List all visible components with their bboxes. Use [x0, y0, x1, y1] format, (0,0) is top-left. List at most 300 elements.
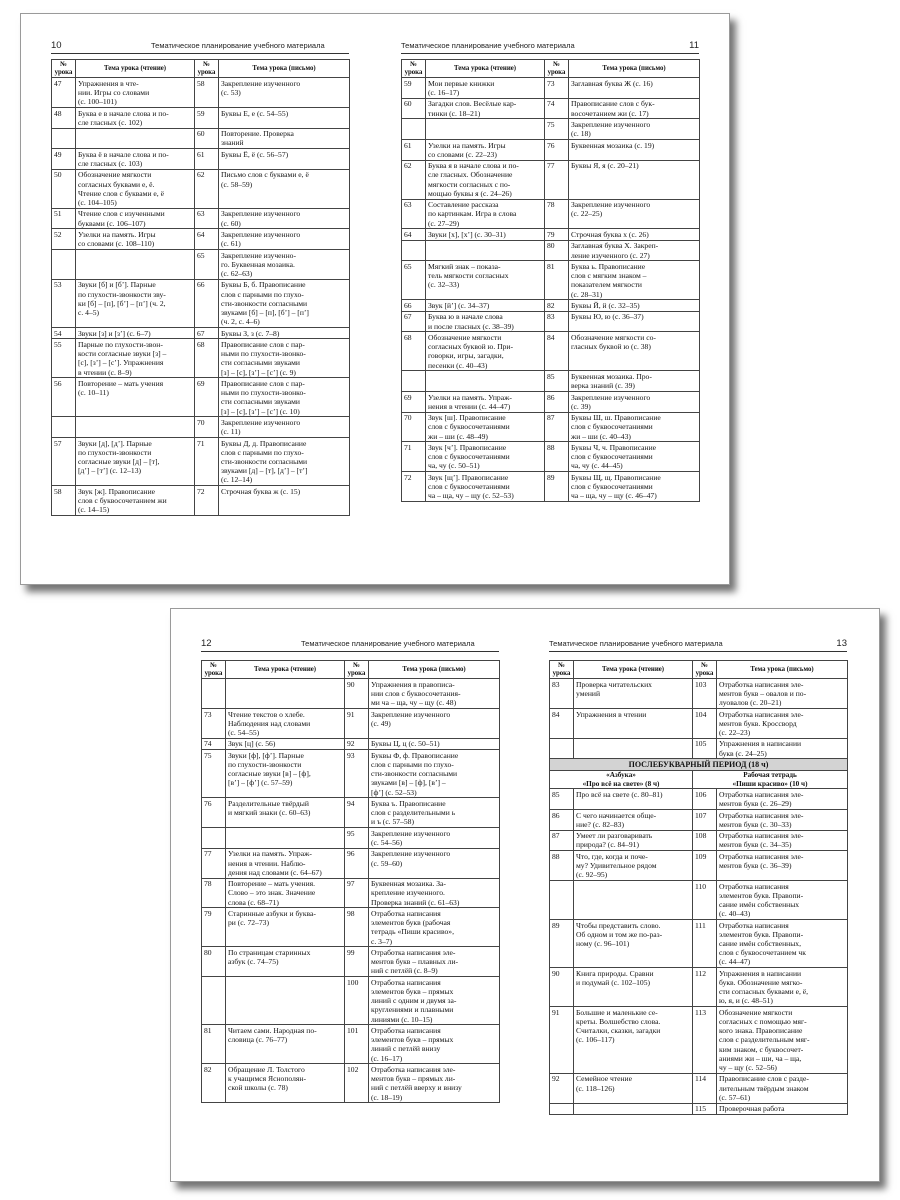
table-row: [52, 169, 350, 208]
page-number: 13: [836, 638, 847, 649]
reading-lesson-topic: Звук [ш]. Правописание слов с буквосочетаниями жи – ши (с. 48–49): [426, 412, 545, 442]
writing-lesson-number: 60: [195, 128, 219, 149]
col-header-writing: Тема урока (письмо): [369, 661, 500, 679]
writing-lesson-topic: Отработка написания элементов букв. Правопи- сание имён собственных, слов с буквосочетанием чк (с. 44–47): [717, 919, 848, 967]
writing-lesson-topic: Буквы Ё, ё (с. 56–57): [219, 149, 350, 170]
writing-lesson-number: 112: [693, 968, 717, 1007]
reading-lesson-topic: Буква ё в начале слова и по- сле гласных (с. 103): [76, 149, 195, 170]
reading-lesson-number: 66: [402, 300, 426, 311]
reading-lesson-number: 89: [550, 919, 574, 967]
reading-lesson-topic: Загадки слов. Весёлые кар- тинки (с. 18–21): [426, 98, 545, 119]
reading-lesson-number: 51: [52, 208, 76, 229]
writing-lesson-number: 114: [693, 1073, 717, 1103]
writing-lesson-topic: Отработка написания эле- ментов букв (с. 34–35): [717, 830, 848, 851]
writing-lesson-number: 113: [693, 1007, 717, 1074]
reading-lesson-number: 84: [550, 708, 574, 738]
table-row: [52, 327, 350, 338]
writing-lesson-topic: Правописание слов с пар- ными по глухости-звонко- сти согласными звуками [з] – [с], [з’] – [с’] (с. 9): [219, 339, 350, 378]
writing-lesson-topic: Закрепление изученного (с. 18): [569, 119, 700, 140]
table-row: [52, 417, 350, 438]
writing-lesson-number: 109: [693, 851, 717, 881]
writing-lesson-topic: Отработка написания элементов букв – прямых линий с петлёй внизу (с. 16–17): [369, 1025, 500, 1064]
reading-lesson-topic: Старинные азбуки и буква- ри (с. 72–73): [226, 908, 345, 947]
reading-lesson-number: 59: [402, 78, 426, 99]
writing-lesson-number: 102: [345, 1064, 369, 1103]
reading-lesson-number: [550, 1103, 574, 1114]
reading-lesson-number: [402, 371, 426, 392]
writing-lesson-topic: Отработка написания элементов букв. Правопи- сание имён собственных (с. 40–43): [717, 880, 848, 919]
reading-lesson-number: 73: [202, 708, 226, 738]
subsection-reading: «Азбука» «Про всё на свете» (8 ч): [550, 770, 693, 789]
reading-lesson-number: 90: [550, 968, 574, 1007]
reading-lesson-number: 92: [550, 1073, 574, 1103]
writing-lesson-topic: Буквы З, з (с. 7–8): [219, 327, 350, 338]
writing-lesson-number: 66: [195, 279, 219, 327]
page-header: [549, 639, 847, 650]
writing-lesson-number: 91: [345, 708, 369, 738]
table-row: [550, 809, 848, 830]
writing-lesson-number: 69: [195, 378, 219, 417]
reading-lesson-topic: Звук [ц] (с. 56): [226, 738, 345, 749]
reading-lesson-topic: Звук [ч’]. Правописание слов с буквосочетаниями ча, чу (с. 50–51): [426, 442, 545, 472]
reading-lesson-number: 71: [402, 442, 426, 472]
table-row: [202, 708, 500, 738]
reading-lesson-number: 78: [202, 878, 226, 908]
reading-lesson-number: 62: [402, 160, 426, 199]
subsection-heading-row: [550, 770, 848, 789]
header-rule: [401, 53, 699, 54]
reading-lesson-number: 70: [402, 412, 426, 442]
table-row: [550, 830, 848, 851]
table-row: [202, 738, 500, 749]
reading-lesson-topic: [226, 679, 345, 709]
writing-lesson-number: 98: [345, 908, 369, 947]
reading-lesson-number: 53: [52, 279, 76, 327]
writing-lesson-topic: Отработка написания эле- ментов букв – овалов и по- луовалов (с. 20–21): [717, 679, 848, 709]
writing-lesson-number: 94: [345, 798, 369, 828]
table-row: [202, 947, 500, 977]
writing-lesson-number: 82: [545, 300, 569, 311]
writing-lesson-topic: Проверочная работа: [717, 1103, 848, 1114]
col-header-number: № урока: [402, 60, 426, 78]
table-row: [402, 119, 700, 140]
writing-lesson-number: 93: [345, 750, 369, 798]
reading-lesson-topic: Мягкий знак – показа- тель мягкости согласных (с. 32–33): [426, 261, 545, 300]
reading-lesson-number: [550, 880, 574, 919]
reading-lesson-topic: Большие и маленькие се- креты. Волшебство слова. Считалки, сказки, загадки (с. 106–117): [574, 1007, 693, 1074]
table-row: [550, 708, 848, 738]
writing-lesson-topic: Закрепление изученного (с. 53): [219, 78, 350, 108]
col-header-reading: Тема урока (чтение): [426, 60, 545, 78]
writing-lesson-topic: Буквы Й, й (с. 32–35): [569, 300, 700, 311]
writing-lesson-number: 101: [345, 1025, 369, 1064]
table-row: [202, 908, 500, 947]
table-row: [402, 199, 700, 229]
reading-lesson-topic: Чтобы представить слово. Об одном и том же по-раз- ному (с. 96–101): [574, 919, 693, 967]
writing-lesson-number: 67: [195, 327, 219, 338]
writing-lesson-topic: Буквы Щ, щ. Правописание слов с буквосочетаниями ча – ща, чу – щу (с. 46–47): [569, 472, 700, 502]
writing-lesson-topic: Буквы Я, я (с. 20–21): [569, 160, 700, 199]
reading-lesson-topic: Звук [й’] (с. 34–37): [426, 300, 545, 311]
writing-lesson-topic: Отработка написания эле- ментов букв (с. 26–29): [717, 789, 848, 810]
writing-lesson-topic: Упражнения в правописа- нии слов с буквосочетания- ми ча – ща, чу – щу (с. 48): [369, 679, 500, 709]
writing-lesson-topic: Повторение. Проверка знаний: [219, 128, 350, 149]
col-header-number: № урока: [195, 60, 219, 78]
table-row: [550, 880, 848, 919]
writing-lesson-number: 97: [345, 878, 369, 908]
running-title: Тематическое планирование учебного материала: [549, 639, 723, 648]
table-row: [402, 332, 700, 371]
running-title: Тематическое планирование учебного материала: [151, 41, 325, 50]
reading-lesson-number: 82: [202, 1064, 226, 1103]
reading-lesson-topic: [426, 371, 545, 392]
col-header-number: № урока: [693, 661, 717, 679]
table-row: [202, 828, 500, 849]
writing-lesson-topic: Закрепление изученного (с. 49): [369, 708, 500, 738]
writing-lesson-topic: Буквы Ю, ю (с. 36–37): [569, 311, 700, 332]
reading-lesson-topic: Обращение Л. Толстого к учащимся Яснополян- ской школы (с. 78): [226, 1064, 345, 1103]
writing-lesson-number: 108: [693, 830, 717, 851]
table-row: [550, 1073, 848, 1103]
table-row: [52, 339, 350, 378]
writing-lesson-topic: Буквенная мозаика. Про- верка знаний (с. 39): [569, 371, 700, 392]
writing-lesson-number: 87: [545, 412, 569, 442]
reading-lesson-number: [202, 977, 226, 1025]
table-header-row: [550, 661, 848, 679]
table-row: [402, 371, 700, 392]
col-header-writing: Тема урока (письмо): [717, 661, 848, 679]
writing-lesson-number: 79: [545, 229, 569, 240]
table-row: [202, 878, 500, 908]
writing-lesson-topic: Закрепление изученного (с. 59–60): [369, 848, 500, 878]
reading-lesson-topic: Парные по глухости-звон- кости согласные звуки [з] – [с], [з’] – [с’]. Упражнения в чтении (с. 8–9): [76, 339, 195, 378]
page-number: 12: [201, 638, 212, 649]
writing-lesson-topic: Отработка написания эле- ментов букв – плавных ли- ний с петлёй (с. 8–9): [369, 947, 500, 977]
writing-lesson-topic: Письмо слов с буквами е, ё (с. 58–59): [219, 169, 350, 208]
writing-lesson-topic: Правописание слов с разде- лительным твёрдым знаком (с. 57–61): [717, 1073, 848, 1103]
table-row: [550, 738, 848, 759]
writing-lesson-number: 106: [693, 789, 717, 810]
table-row: [550, 851, 848, 881]
page-10: [51, 14, 395, 584]
page-number: 10: [51, 40, 62, 51]
reading-lesson-topic: Узелки на память. Игры со словами (с. 22–23): [426, 139, 545, 160]
writing-lesson-number: 105: [693, 738, 717, 759]
writing-lesson-number: 99: [345, 947, 369, 977]
spread-pages-10-11: [20, 13, 730, 585]
reading-lesson-topic: Мои первые книжки (с. 16–17): [426, 78, 545, 99]
reading-lesson-number: 47: [52, 78, 76, 108]
reading-lesson-topic: Звуки [з] и [з’] (с. 6–7): [76, 327, 195, 338]
table-row: [402, 300, 700, 311]
writing-lesson-number: 96: [345, 848, 369, 878]
reading-lesson-topic: Узелки на память. Упраж- нения в чтении (с. 44–47): [426, 391, 545, 412]
reading-lesson-topic: [574, 1103, 693, 1114]
writing-lesson-number: 58: [195, 78, 219, 108]
reading-lesson-topic: Составление рассказа по картинкам. Игра в слова (с. 27–29): [426, 199, 545, 229]
table-row: [52, 149, 350, 170]
writing-lesson-number: 64: [195, 229, 219, 250]
table-row: [402, 261, 700, 300]
reading-lesson-topic: Читаем сами. Народная по- словица (с. 76–77): [226, 1025, 345, 1064]
writing-lesson-number: 75: [545, 119, 569, 140]
writing-lesson-topic: Отработка написания эле- ментов букв – прямых ли- ний с петлёй вверху и внизу (с. 18–19): [369, 1064, 500, 1103]
reading-lesson-number: [402, 119, 426, 140]
reading-lesson-number: [202, 828, 226, 849]
spread-pages-12-13: [170, 608, 880, 1182]
section-heading: ПОСЛЕБУКВАРНЫЙ ПЕРИОД (18 ч): [550, 759, 848, 770]
writing-lesson-topic: Упражнения в написании букв (с. 24–25): [717, 738, 848, 759]
writing-lesson-topic: Буква ь. Правописание слов с мягким знаком – показателем мягкости (с. 28–31): [569, 261, 700, 300]
reading-lesson-number: 49: [52, 149, 76, 170]
col-header-reading: Тема урока (чтение): [226, 661, 345, 679]
table-header-row: [202, 661, 500, 679]
table-row: [402, 229, 700, 240]
running-title: Тематическое планирование учебного материала: [401, 41, 575, 50]
page-header: [201, 639, 501, 650]
reading-lesson-topic: Обозначение мягкости согласных буквой ю. При- говорки, игры, загадки, песенки (с. 40–43): [426, 332, 545, 371]
writing-lesson-topic: Буквы Д, д. Правописание слов с парными по глухо- сти-звонкости согласными звуками [д] – [т], [д’] – [т’] (с. 12–14): [219, 437, 350, 485]
table-row: [402, 98, 700, 119]
page-header: [401, 41, 699, 52]
writing-lesson-number: 62: [195, 169, 219, 208]
table-row: [550, 1007, 848, 1074]
reading-lesson-topic: Узелки на память. Упраж- нения в чтении. Наблю- дения над словами (с. 64–67): [226, 848, 345, 878]
reading-lesson-topic: Повторение – мать учения. Слово – это знак. Значение слова (с. 68–71): [226, 878, 345, 908]
writing-lesson-number: 76: [545, 139, 569, 160]
col-header-number: № урока: [202, 661, 226, 679]
reading-lesson-number: 72: [402, 472, 426, 502]
col-header-reading: Тема урока (чтение): [574, 661, 693, 679]
writing-lesson-number: 111: [693, 919, 717, 967]
reading-lesson-number: 65: [402, 261, 426, 300]
col-header-number: № урока: [345, 661, 369, 679]
table-row: [550, 968, 848, 1007]
writing-lesson-topic: Закрепление изученного (с. 61): [219, 229, 350, 250]
table-row: [550, 919, 848, 967]
writing-lesson-topic: Отработка написания эле- ментов букв (с. 36–39): [717, 851, 848, 881]
writing-lesson-number: 73: [545, 78, 569, 99]
writing-lesson-number: 72: [195, 486, 219, 516]
reading-lesson-topic: Буква я в начале слова и по- сле гласных. Обозначение мягкости согласных с по- мощью буквы я (с. 24–26): [426, 160, 545, 199]
writing-lesson-topic: Обозначение мягкости со- гласных буквой ю (с. 38): [569, 332, 700, 371]
reading-lesson-topic: Упражнения в чтении: [574, 708, 693, 738]
reading-lesson-number: 77: [202, 848, 226, 878]
writing-lesson-topic: Отработка написания элементов букв (рабочая тетрадь «Пиши красиво», с. 3–7): [369, 908, 500, 947]
reading-lesson-topic: Узелки на память. Игры со словами (с. 108–110): [76, 229, 195, 250]
table-header-row: [402, 60, 700, 78]
reading-lesson-topic: По страницам старинных азбук (с. 74–75): [226, 947, 345, 977]
writing-lesson-number: 89: [545, 472, 569, 502]
writing-lesson-number: 100: [345, 977, 369, 1025]
reading-lesson-topic: [574, 880, 693, 919]
reading-lesson-number: 86: [550, 809, 574, 830]
table-row: [202, 1064, 500, 1103]
writing-lesson-topic: Закрепление изученного (с. 11): [219, 417, 350, 438]
reading-lesson-topic: Звук [ж]. Правописание слов с буквосочетанием жи (с. 14–15): [76, 486, 195, 516]
table-row: [550, 1103, 848, 1114]
writing-lesson-number: 84: [545, 332, 569, 371]
reading-lesson-topic: [574, 738, 693, 759]
table-row: [402, 391, 700, 412]
writing-lesson-topic: Закрепление изученного (с. 60): [219, 208, 350, 229]
writing-lesson-number: 65: [195, 249, 219, 279]
header-rule: [549, 651, 847, 652]
writing-lesson-topic: Строчная буква ж (с. 15): [219, 486, 350, 516]
writing-lesson-number: 95: [345, 828, 369, 849]
writing-lesson-number: 83: [545, 311, 569, 332]
lesson-plan-table: [51, 59, 350, 516]
lesson-plan-table: [401, 59, 700, 502]
writing-lesson-topic: Правописание слов с бук- восочетанием жи (с. 17): [569, 98, 700, 119]
reading-lesson-topic: [226, 828, 345, 849]
reading-lesson-topic: Звук [щ’]. Правописание слов с буквосочетаниями ча – ща, чу – щу (с. 52–53): [426, 472, 545, 502]
col-header-number: № урока: [550, 661, 574, 679]
reading-lesson-topic: [226, 977, 345, 1025]
writing-lesson-topic: Обозначение мягкости согласных с помощью мяг- кого знака. Правописание слов с разделительным мяг- ким знаком, с буквосочет- аниями жи – ши, ча – ща, чу – щу (с. 52–56): [717, 1007, 848, 1074]
reading-lesson-number: 88: [550, 851, 574, 881]
reading-lesson-topic: Семейное чтение (с. 118–126): [574, 1073, 693, 1103]
reading-lesson-topic: Буква е в начале слова и по- сле гласных (с. 102): [76, 107, 195, 128]
table-row: [52, 229, 350, 250]
reading-lesson-number: [52, 417, 76, 438]
reading-lesson-number: [52, 249, 76, 279]
reading-lesson-topic: Обозначение мягкости согласных буквами е, ё. Чтение слов с буквами е, ё (с. 104–105): [76, 169, 195, 208]
writing-lesson-topic: Буквы Ц, ц (с. 50–51): [369, 738, 500, 749]
header-rule: [51, 53, 349, 54]
col-header-number: № урока: [545, 60, 569, 78]
reading-lesson-number: 68: [402, 332, 426, 371]
reading-lesson-number: 75: [202, 750, 226, 798]
reading-lesson-topic: Буква ю в начале слова и после гласных (с. 38–39): [426, 311, 545, 332]
writing-lesson-number: 90: [345, 679, 369, 709]
reading-lesson-topic: Что, где, когда и поче- му? Удивительное рядом (с. 92–95): [574, 851, 693, 881]
table-row: [52, 107, 350, 128]
table-row: [202, 1025, 500, 1064]
table-row: [402, 240, 700, 261]
reading-lesson-number: [550, 738, 574, 759]
reading-lesson-topic: Звуки [х], [х’] (с. 30–31): [426, 229, 545, 240]
subsection-writing: Рабочая тетрадь «Пиши красиво» (10 ч): [693, 770, 848, 789]
reading-lesson-number: 80: [202, 947, 226, 977]
writing-lesson-topic: Буквы Ч, ч. Правописание слов с буквосочетаниями ча, чу (с. 44–45): [569, 442, 700, 472]
table-row: [550, 789, 848, 810]
writing-lesson-topic: Отработка написания эле- ментов букв. Кроссворд (с. 22–23): [717, 708, 848, 738]
table-row: [402, 472, 700, 502]
reading-lesson-topic: Упражнения в чте- нии. Игры со словами (с. 100–101): [76, 78, 195, 108]
table-row: [402, 311, 700, 332]
table-header-row: [52, 60, 350, 78]
table-row: [402, 442, 700, 472]
reading-lesson-number: 57: [52, 437, 76, 485]
writing-lesson-number: 86: [545, 391, 569, 412]
reading-lesson-number: 91: [550, 1007, 574, 1074]
writing-lesson-number: 115: [693, 1103, 717, 1114]
reading-lesson-number: 50: [52, 169, 76, 208]
writing-lesson-number: 77: [545, 160, 569, 199]
reading-lesson-number: [402, 240, 426, 261]
writing-lesson-number: 92: [345, 738, 369, 749]
writing-lesson-topic: Закрепление изученного (с. 22–25): [569, 199, 700, 229]
table-row: [402, 139, 700, 160]
writing-lesson-number: 74: [545, 98, 569, 119]
reading-lesson-number: 61: [402, 139, 426, 160]
writing-lesson-number: 71: [195, 437, 219, 485]
reading-lesson-number: 85: [550, 789, 574, 810]
writing-lesson-number: 59: [195, 107, 219, 128]
reading-lesson-topic: Чтение слов с изученными буквами (с. 106–107): [76, 208, 195, 229]
table-row: [402, 412, 700, 442]
writing-lesson-number: 63: [195, 208, 219, 229]
col-header-writing: Тема урока (письмо): [219, 60, 350, 78]
writing-lesson-number: 107: [693, 809, 717, 830]
reading-lesson-topic: [76, 128, 195, 149]
reading-lesson-number: 55: [52, 339, 76, 378]
reading-lesson-topic: Разделительные твёрдый и мягкий знаки (с. 60–63): [226, 798, 345, 828]
reading-lesson-number: 87: [550, 830, 574, 851]
writing-lesson-topic: Строчная буква х (с. 26): [569, 229, 700, 240]
writing-lesson-number: 110: [693, 880, 717, 919]
reading-lesson-number: 56: [52, 378, 76, 417]
reading-lesson-topic: Про всё на свете (с. 80–81): [574, 789, 693, 810]
reading-lesson-topic: [76, 417, 195, 438]
header-rule: [201, 651, 499, 652]
writing-lesson-number: 80: [545, 240, 569, 261]
table-row: [52, 486, 350, 516]
reading-lesson-number: 48: [52, 107, 76, 128]
reading-lesson-number: 79: [202, 908, 226, 947]
reading-lesson-topic: Проверка читательских умений: [574, 679, 693, 709]
lesson-plan-table: [201, 660, 500, 1103]
table-row: [52, 208, 350, 229]
writing-lesson-number: 70: [195, 417, 219, 438]
writing-lesson-topic: Закрепление изученного (с. 54–56): [369, 828, 500, 849]
table-row: [52, 378, 350, 417]
reading-lesson-number: 58: [52, 486, 76, 516]
reading-lesson-number: 60: [402, 98, 426, 119]
writing-lesson-number: 81: [545, 261, 569, 300]
reading-lesson-number: 81: [202, 1025, 226, 1064]
reading-lesson-topic: Чтение текстов о хлебе. Наблюдения над словами (с. 54–55): [226, 708, 345, 738]
page-11: [401, 14, 730, 584]
col-header-writing: Тема урока (письмо): [569, 60, 700, 78]
reading-lesson-topic: Повторение – мать учения (с. 10–11): [76, 378, 195, 417]
reading-lesson-number: 69: [402, 391, 426, 412]
writing-lesson-topic: Буквенная мозаика (с. 19): [569, 139, 700, 160]
writing-lesson-topic: Правописание слов с пар- ными по глухости-звонко- сти согласными звуками [з] – [с], [з’] – [с’] (с. 10): [219, 378, 350, 417]
reading-lesson-topic: Звуки [д], [д’]. Парные по глухости-звонкости согласные звуки [д] – [т], [д’] – [т’] (с. 12–13): [76, 437, 195, 485]
reading-lesson-topic: Книга природы. Сравни и подумай (с. 102–105): [574, 968, 693, 1007]
writing-lesson-topic: Заглавная буква Ж (с. 16): [569, 78, 700, 99]
section-heading-row: [550, 759, 848, 770]
writing-lesson-number: 103: [693, 679, 717, 709]
reading-lesson-number: 54: [52, 327, 76, 338]
lesson-plan-table: [549, 660, 848, 1115]
writing-lesson-topic: Буквы Е, е (с. 54–55): [219, 107, 350, 128]
table-row: [550, 679, 848, 709]
table-row: [52, 78, 350, 108]
writing-lesson-topic: Отработка написания эле- ментов букв (с. 30–33): [717, 809, 848, 830]
reading-lesson-topic: [426, 119, 545, 140]
table-row: [402, 160, 700, 199]
table-row: [52, 128, 350, 149]
writing-lesson-topic: Отработка написания элементов букв – прямых линий с одним и двумя за- круглениями и плавными линиями (с. 10–15): [369, 977, 500, 1025]
reading-lesson-topic: С чего начинается обще- ние? (с. 82–83): [574, 809, 693, 830]
table-row: [52, 437, 350, 485]
table-row: [202, 679, 500, 709]
writing-lesson-topic: Заглавная буква Х. Закреп- ление изученного (с. 27): [569, 240, 700, 261]
writing-lesson-number: 68: [195, 339, 219, 378]
